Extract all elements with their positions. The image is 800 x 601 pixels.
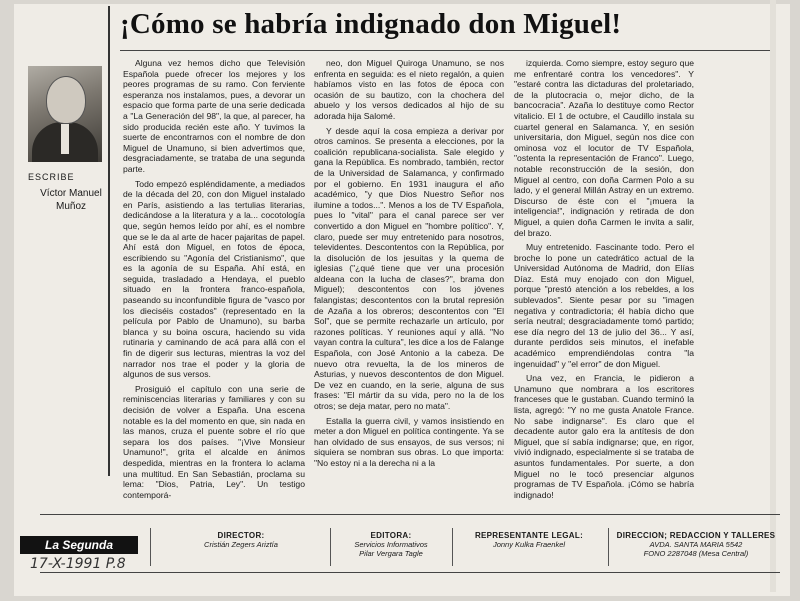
address-line-1: AVDA. SANTA MARIA 5542 [649,540,743,549]
paragraph: Alguna vez hemos dicho que Televisión Española puede ofrecer los mejores y los peores programas de su ramo. Con ferviente esperanza nos instalamos, pues, a devorar un espacio que forma parte de una serie dedicada a "La Generación del 98", la que, al parecer, ha sido producida recién este año. Y tuvimos la suerte de encontrarnos con el nombre de don Miguel de Unamuno, si bien advertimos que, desgraciadamente, se trataba de una segunda parte. [123,58,305,174]
editora-line-2: Pilar Vergara Tagle [359,549,423,558]
legal-rep-name: Jonny Kulka Fraenkel [492,540,566,549]
handwritten-date: 17-X-1991 P.8 [30,556,126,572]
article-column-3 [514,58,694,504]
editora-label: EDITORA: [370,531,412,540]
page-edge [770,0,776,592]
footer-divider [608,528,609,566]
footer-top-rule [40,514,780,515]
headline-rule [120,50,770,51]
paragraph: neo, don Miguel Quiroga Unamuno, se nos enfrenta en seguida: es el nieto regalón, a quien habíamos visto en las fotos de época con ocasión de su bautizo, con la chochera del abuelo y los versos dedicados al hijo de su adorada hija Salomé. [314,58,504,121]
director-label: DIRECTOR: [217,531,265,540]
footer-divider [452,528,453,566]
article-column-2 [314,58,504,473]
footer-divider [150,528,151,566]
newspaper-logo: La Segunda [20,536,138,554]
footer-divider [330,528,331,566]
footer-bottom-rule [40,572,780,573]
paragraph: izquierda. Como siempre, estoy seguro que me enfrentaré contra los vencedores". Y "estaré contra las dictaduras del proletariado, de la plutocracia o, mejor dicho, de la bancocracia". Azaña lo destituye como Rector vitalicio. El 1 de octubre, el Caudillo instala su cuartel general en Salamanca. Y, en sesión universitaria, don Miguel, según nos dice con ominosa voz el locutor de TV Española, "ostenta la representación de Franco". Luego, notable reconstrucción de la sesión, don Miguel al centro, con doña Carmen Polo a su lado, y el general Millán Astray en un extremo. Discurso de éste con el "¡muera la inteligencia!", indignación y retirada de don Miguel, a quien doña Carmen le invita a salir, del brazo. [514,58,694,238]
author-photo [28,66,102,162]
column-divider [108,6,110,476]
paragraph: Una vez, en Francia, le pidieron a Unamuno que nombrara a los escritores franceses que le gustaban. Cuando terminó la lista, agregó: "Y no me gusta Anatole France. No sabe indignarse". Es claro que el decadente autor galo era la antítesis de don Miguel, que sí sabía indignarse; que, en rigor, vivió indignado, especialmente si se trataba de asuntos fundamentales. Por suerte, a don Miguel no le tocó presenciar algunos programas de TV Española. ¡Cómo se habría indignado! [514,373,694,500]
director-name: Cristián Zegers Ariztía [204,540,278,549]
legal-rep-block [454,531,604,549]
address-block [610,531,782,558]
article-column-1 [123,58,305,504]
paragraph: Prosiguió el capítulo con una serie de reminiscencias literarias y familiares y con su decisión de volver a España. Una escena notable es la del momento en que, sin nada en las manos, cruza el puente sobre el río que separa los dos países. "¡Vive Monsieur Unamuno!", grita el alcalde en ánimos despedida, mientras en la frontera lo aclama una multitud. En San Sebastián, proclama su lema: "Dios, Patria, Ley". Un testigo contemporá- [123,383,305,500]
headline: ¡Cómo se habría indignado don Miguel! [120,8,622,40]
director-block [152,531,330,549]
paragraph: Muy entretenido. Fascinante todo. Pero el broche lo pone un catedrático actual de la Universidad Autónoma de Madrid, don Elías Díaz. Está muy enojado con don Miguel, porque "prestó atención a los rebeldes, a los sublevados". Siente pesar por su "imagen negativa y contradictoria; él había dicho que sería neutral; desgraciadamente tomó partido; ese día negro del 13 de julio del 36... Y así, durante perdidos seis minutos, el inefable académico emprendiéndolas contra "la ingenuidad" y "el error" de don Miguel. [514,242,694,369]
address-line-2: FONO 2287048 (Mesa Central) [643,549,749,558]
editora-line-1: Servicios Informativos [354,540,428,549]
address-label: DIRECCION; REDACCION Y TALLERES [616,531,776,540]
author-name: Víctor Manuel Muñoz [40,188,102,212]
paragraph: Estalla la guerra civil, y vamos insistiendo en meter a don Miguel en política contingente. Ya se han olvidado de sus ensayos, de sus versos; ni siquiera se nombran sus obras. Lo que importa: "No estoy ni a la derecha ni a la [314,415,504,468]
editora-block [332,531,450,558]
section-label: ESCRIBE [28,172,75,182]
legal-rep-label: REPRESENTANTE LEGAL: [474,531,584,540]
paragraph: Y desde aquí la cosa empieza a derivar por otros caminos. Se presenta a elecciones, por la coalición republicana-socialista. Sale elegido y gana la República. Es nombrado, también, rector de la Universidad de Salamanca, y confirmado por el gobierno. En 1931 inaugura el año académico, "y que Dios Nuestro Señor nos ilumine a todos...". Menos a los de TV Española, pues lo "vital" para el canal parece ser ver convertido a don Miguel en "hombre político". Y, claro, puede ser muy entretenido para nosotros, televidentes. Descontentos con la República, por la disolución de los jesuitas y la quema de iglesias ("¿qué tiene que ver una procesión aldeana con la lucha de clases?", brama don Miguel); descontentos con los jóvenes falangistas; descontentos con la brutal represión de Azaña a los obreros; descontentos con "El Sol", que se permite rechazarle un artículo, por razones políticas. Y reuniones aquí y allá. "No vayan contra la cultura", les dice a los de Falange Española, con José Antonio a la cabeza. De nuevo otra revuelta, la de los mineros de Asturias, y nuevos descontentos de don Miguel. De vez en cuando, en la serie, alguna de sus frases: "El mártir da su vida, pero no la de los otros; se deja matar, pero no mata". [314,125,504,411]
paragraph: Todo empezó espléndidamente, a mediados de la década del 20, con don Miguel instalado en París, asistiendo a las tertulias literarias, dedicándose a la literatura y a la... cocotología que, según hemos leído por ahí, es el nombre que se le da al arte de hacer pajaritas de papel. Ahí está don Miguel, en fotos de época, escribiendo su "Agonía del Cristianismo", que es la agonía de su España. Ahí está, en seguida, trasladado a Hendaya, el pueblo situado en la frontera franco-española, paseando su inconfundible figura de "vasco por los dieciséis costados" (representado en la película por Pablo de Unamuno), su barba blanca y su boina oscura, haciendo su vida rutinaria y caminando de acá para allá con el fin de digerir sus lecturas, mientras la voz del narrador nos trae el poder y la gloria de algunos de sus versos. [123,178,305,380]
